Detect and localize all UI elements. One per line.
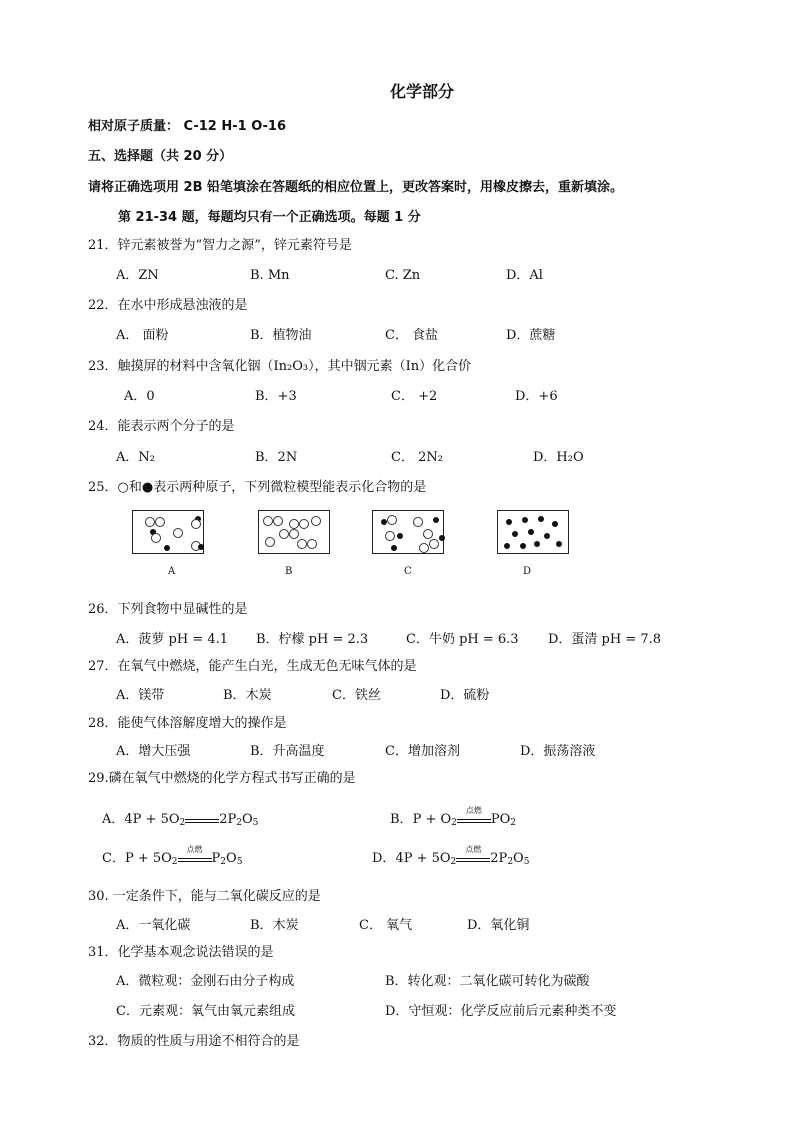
question-31-option-c: C．元素观：氧气由氧元素组成 [116, 1004, 295, 1019]
white-atom [387, 515, 397, 525]
particle-model-label-d: D [523, 566, 532, 577]
black-atom [433, 517, 439, 523]
white-atom [173, 528, 183, 538]
black-atom [538, 516, 544, 522]
question-21-option-a: A．ZN [116, 268, 159, 283]
particle-model-a [132, 510, 204, 554]
question-30-option-d: D．氧化铜 [467, 918, 530, 933]
equation-right: 2P [219, 812, 237, 827]
question-27-option-c: C．铁丝 [332, 688, 381, 703]
question-22-stem: 22．在水中形成悬浊液的是 [88, 298, 248, 313]
question-21-stem: 21．锌元素被誉为“智力之源”，锌元素符号是 [88, 238, 352, 253]
question-30-option-a: A．一氧化碳 [116, 918, 191, 933]
question-25-stem: 25．○和●表示两种原子，下列微粒模型能表示化合物的是 [88, 480, 427, 495]
white-atom [429, 539, 439, 549]
question-26-option-d: D．蛋清 pH = 7.8 [548, 632, 662, 647]
particle-model-label-b: B [285, 566, 293, 577]
black-atom [544, 533, 550, 539]
equals-sign-icon [456, 844, 490, 865]
black-atom [391, 545, 397, 551]
white-atom [413, 517, 423, 527]
particle-model-d [497, 510, 569, 554]
black-atom [522, 517, 528, 523]
black-atom [528, 529, 534, 535]
question-22-option-b: B．植物油 [250, 328, 312, 343]
black-atom [381, 519, 387, 525]
question-27-option-a: A．镁带 [116, 688, 165, 703]
question-24-option-c: C． 2N₂ [391, 450, 443, 465]
white-atom [311, 516, 321, 526]
particle-model-c [372, 510, 444, 554]
question-31-stem: 31．化学基本观念说法错误的是 [88, 945, 274, 960]
question-24-option-d: D．H₂O [533, 450, 584, 465]
question-26-option-b: B．柠檬 pH = 2.3 [256, 632, 369, 647]
black-atom [512, 531, 518, 537]
question-21-option-d: D．Al [506, 268, 543, 283]
black-atom [556, 541, 562, 547]
white-atom [145, 517, 155, 527]
white-atom [151, 533, 161, 543]
question-28-stem: 28．能使气体溶解度增大的操作是 [88, 716, 287, 731]
question-27-stem: 27．在氧气中燃烧，能产生白光，生成无色无味气体的是 [88, 659, 417, 674]
particle-model-label-a: A [168, 566, 176, 577]
question-30-stem: 30. 一定条件下，能与二氧化碳反应的是 [88, 889, 321, 904]
equation-right: 2P [490, 851, 508, 866]
question-31-option-a: A．微粒观：金刚石由分子构成 [116, 974, 295, 989]
white-atom [289, 529, 299, 539]
black-atom [439, 535, 445, 541]
white-atom [297, 539, 307, 549]
option-letter: D． [372, 851, 396, 866]
question-24-option-b: B．2N [255, 450, 298, 465]
equals-sign-icon [178, 844, 212, 865]
white-atom [191, 519, 201, 529]
reaction-condition: 点燃 [186, 844, 203, 854]
equation-right: P [211, 851, 221, 866]
page-title: 化学部分 [390, 82, 455, 101]
question-26-stem: 26．下列食物中显碱性的是 [88, 602, 248, 617]
question-23-option-a: A．0 [124, 389, 155, 404]
reaction-condition: 点燃 [465, 805, 482, 815]
question-24-option-a: A．N₂ [116, 450, 155, 465]
white-atom [273, 516, 283, 526]
question-30-option-b: B．木炭 [250, 918, 299, 933]
white-atom [155, 517, 165, 527]
black-atom [534, 541, 540, 547]
section-heading: 五、选择题（共 20 分） [88, 149, 233, 164]
white-atom [289, 519, 299, 529]
white-atom [299, 519, 309, 529]
question-29-option-d: D．$4P + 5O_2$ 点燃 $2P_2O_5$ [372, 844, 530, 867]
particle-model-b [258, 510, 330, 554]
question-28-option-b: B．升高温度 [250, 744, 325, 759]
black-atom [164, 545, 170, 551]
white-atom [385, 531, 395, 541]
white-atom [279, 529, 289, 539]
question-23-option-c: C． +2 [391, 389, 438, 404]
white-atom [423, 529, 433, 539]
black-atom [198, 544, 204, 550]
question-23-option-b: B．+3 [255, 389, 297, 404]
question-28-option-a: A．增大压强 [116, 744, 191, 759]
question-22-option-c: C． 食盐 [385, 328, 439, 343]
question-32-stem: 32．物质的性质与用途不相符合的是 [88, 1034, 300, 1049]
question-30-option-c: C． 氧气 [359, 918, 413, 933]
equation-left: P + 5O [124, 851, 172, 866]
equation-left: 4P + 5O [395, 851, 451, 866]
equation-right-tail: O [513, 851, 524, 866]
white-atom [419, 543, 429, 553]
question-23-option-d: D．+6 [515, 389, 558, 404]
question-28-option-d: D．振荡溶液 [520, 744, 596, 759]
atomic-mass-line: 相对原子质量： C-12 H-1 O-16 [88, 119, 287, 134]
question-29-stem: 29.磷在氧气中燃烧的化学方程式书写正确的是 [88, 771, 356, 786]
question-21-option-b: B. Mn [250, 268, 290, 283]
option-letter: A． [102, 812, 125, 827]
question-27-option-d: D．硫粉 [440, 688, 490, 703]
equation-right-tail: O [226, 851, 237, 866]
question-22-option-a: A． 面粉 [116, 328, 169, 343]
question-26-option-a: A．菠萝 pH = 4.1 [116, 632, 229, 647]
equation-right-tail: O [242, 812, 253, 827]
equals-sign-icon [185, 814, 219, 826]
white-atom [307, 539, 317, 549]
equals-sign-icon [457, 805, 491, 826]
question-29-option-b: B．$P + O_2$ 点燃 $PO_2$ [390, 805, 516, 828]
sub-instruction-text: 第 21-34 题，每题均只有一个正确选项。每题 1 分 [118, 210, 421, 225]
equation-left: P + O [412, 812, 452, 827]
equation-left: 4P + 5O [124, 812, 180, 827]
question-31-option-d: D．守恒观：化学反应前后元素种类不变 [385, 1004, 617, 1019]
question-22-option-d: D．蔗糖 [506, 328, 556, 343]
question-29-option-a: A．$4P + 5O_2$ $2P_2O_5$ [102, 812, 259, 828]
question-23-stem: 23．触摸屏的材料中含氧化铟（In₂O₃），其中铟元素（In）化合价 [88, 359, 472, 374]
black-atom [520, 543, 526, 549]
question-31-option-b: B．转化观：二氧化碳可转化为碳酸 [385, 974, 590, 989]
option-letter: B． [390, 812, 413, 827]
white-atom [265, 537, 275, 547]
option-letter: C． [102, 851, 125, 866]
reaction-condition: 点燃 [465, 844, 482, 854]
black-atom [506, 519, 512, 525]
black-atom [397, 533, 403, 539]
question-29-option-c: C．$P + 5O_2$ 点燃 $P_2O_5$ [102, 844, 243, 867]
question-28-option-c: C．增加溶剂 [385, 744, 460, 759]
particle-model-label-c: C [404, 566, 412, 577]
question-24-stem: 24．能表示两个分子的是 [88, 419, 235, 434]
instruction-text: 请将正确选项用 2B 铅笔填涂在答题纸的相应位置上，更改答案时，用橡皮擦去，重新填涂。 [88, 180, 624, 195]
question-21-option-c: C. Zn [385, 268, 421, 283]
white-atom [263, 516, 273, 526]
equation-right: PO [490, 812, 511, 827]
black-atom [552, 521, 558, 527]
black-atom [504, 543, 510, 549]
question-27-option-b: B．木炭 [223, 688, 272, 703]
question-26-option-c: C．牛奶 pH = 6.3 [406, 632, 519, 647]
